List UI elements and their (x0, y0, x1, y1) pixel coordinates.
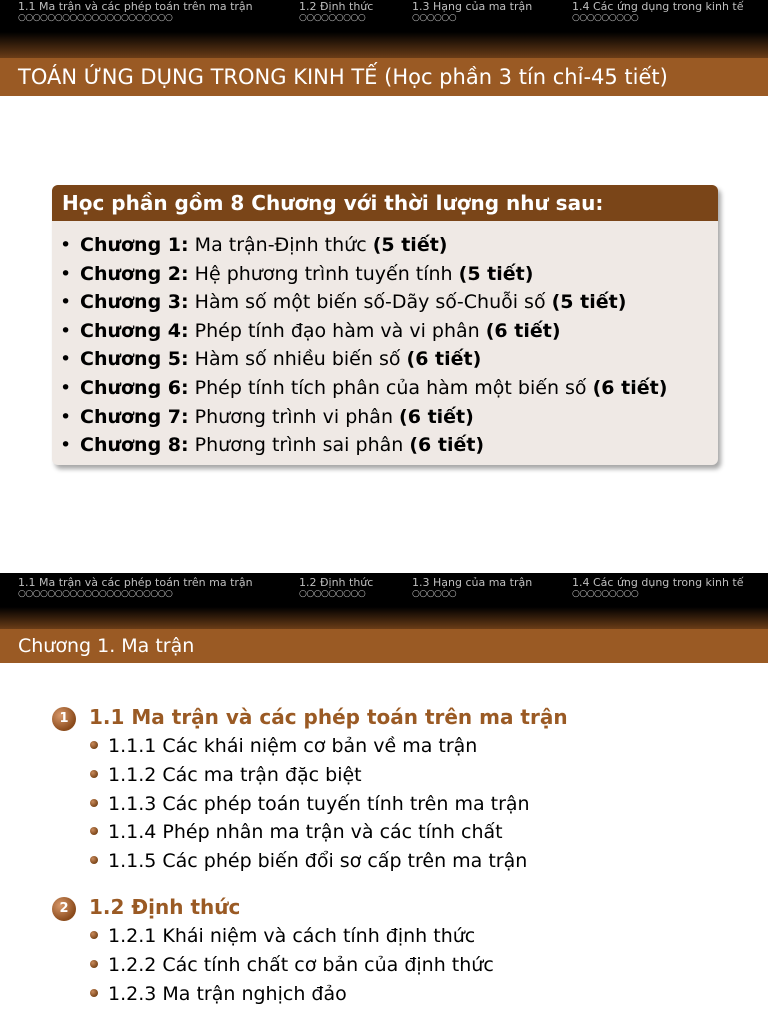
course-outline-block (52, 185, 718, 465)
title-shade (0, 607, 768, 629)
nav-section-1[interactable]: 1.1 Ma trận và các phép toán trên ma trận (18, 0, 253, 13)
nav-section-4[interactable]: 1.4 Các ứng dụng trong kinh tế (572, 0, 744, 13)
bullet-icon (90, 856, 98, 864)
chapter-item: • Chương 7: Phương trình vi phân (6 tiết) (60, 403, 667, 432)
bullet-icon: • (60, 234, 72, 256)
slide-gap (0, 512, 768, 573)
nav-section-2[interactable]: 1.2 Định thức (299, 576, 374, 589)
chapter-item: • Chương 1: Ma trận-Định thức (5 tiết) (60, 231, 667, 260)
nav-dots-1[interactable]: ○○○○○○○○○○○○○○○○○○○○○ (18, 13, 173, 23)
list-item[interactable]: 1.1.5 Các phép biến đổi sơ cấp trên ma trận (90, 850, 527, 872)
nav-dots-3[interactable]: ○○○○○○ (412, 589, 457, 599)
list-item[interactable]: 1.1.3 Các phép toán tuyến tính trên ma trận (90, 793, 530, 815)
bullet-icon (90, 799, 98, 807)
list-item[interactable]: 1.1.2 Các ma trận đặc biệt (90, 764, 362, 786)
bullet-icon: • (60, 291, 72, 314)
section-title[interactable]: 1.1 Ma trận và các phép toán trên ma trận (89, 705, 568, 729)
list-item[interactable]: 1.2.2 Các tính chất cơ bản của định thức (90, 954, 494, 976)
chapter-item: • Chương 6: Phép tính tích phân của hàm một biến số (6 tiết) (60, 374, 667, 403)
bullet-icon: • (60, 262, 72, 285)
nav-dots-2[interactable]: ○○○○○○○○○ (299, 13, 366, 23)
nav-section-3[interactable]: 1.3 Hạng của ma trận (412, 0, 533, 13)
nav-section-3[interactable]: 1.3 Hạng của ma trận (412, 576, 533, 589)
bullet-icon (90, 989, 98, 997)
title-bar (0, 58, 768, 96)
list-item[interactable]: 1.2.1 Khái niệm và cách tính định thức (90, 925, 475, 947)
bullet-icon: • (60, 434, 72, 457)
bullet-icon (90, 770, 98, 778)
chapter-item: • Chương 2: Hệ phương trình tuyến tính (5 tiết) (60, 260, 667, 289)
nav-section-1[interactable]: 1.1 Ma trận và các phép toán trên ma trận (18, 576, 253, 589)
section-title[interactable]: 1.2 Định thức (89, 895, 241, 919)
bullet-icon (90, 960, 98, 968)
chapter-item: • Chương 3: Hàm số một biến số-Dãy số-Chuỗi số (5 tiết) (60, 288, 667, 317)
list-item[interactable]: 1.2.3 Ma trận nghịch đảo (90, 983, 347, 1005)
list-item[interactable]: 1.1.4 Phép nhân ma trận và các tính chất (90, 821, 503, 843)
bullet-icon (90, 741, 98, 749)
section-number-icon[interactable]: 2 (52, 897, 76, 921)
nav-section-2[interactable]: 1.2 Định thức (299, 0, 374, 13)
nav-dots-1[interactable]: ○○○○○○○○○○○○○○○○○○○○○ (18, 589, 173, 599)
navigation-bar (0, 0, 768, 32)
nav-section-4[interactable]: 1.4 Các ứng dụng trong kinh tế (572, 576, 744, 589)
list-item[interactable]: 1.1.1 Các khái niệm cơ bản về ma trận (90, 735, 477, 757)
title-shade (0, 32, 768, 58)
block-title: Học phần gồm 8 Chương với thời lượng như sau: (52, 185, 718, 221)
slide-title: Chương 1. Ma trận (18, 635, 195, 657)
bullet-icon: • (60, 319, 72, 342)
bullet-icon (90, 827, 98, 835)
bullet-icon: • (60, 376, 72, 399)
bullet-icon: • (60, 348, 72, 371)
nav-dots-3[interactable]: ○○○○○○ (412, 13, 457, 23)
chapter-item: • Chương 8: Phương trình sai phân (6 tiết) (60, 431, 667, 460)
bullet-icon (90, 931, 98, 939)
nav-dots-4[interactable]: ○○○○○○○○○ (572, 13, 639, 23)
chapter-item: • Chương 5: Hàm số nhiều biến số (6 tiết) (60, 345, 667, 374)
navigation-bar (0, 573, 768, 607)
title-bar (0, 629, 768, 663)
slide-2 (0, 573, 768, 1024)
section-number-icon[interactable]: 1 (52, 707, 76, 731)
chapter-list (60, 231, 667, 460)
nav-dots-2[interactable]: ○○○○○○○○○ (299, 589, 366, 599)
slide-title: TOÁN ỨNG DỤNG TRONG KINH TẾ (Học phần 3 tín chỉ-45 tiết) (18, 65, 668, 89)
chapter-item: • Chương 4: Phép tính đạo hàm và vi phân (6 tiết) (60, 317, 667, 346)
bullet-icon: • (60, 405, 72, 428)
nav-dots-4[interactable]: ○○○○○○○○○ (572, 589, 639, 599)
